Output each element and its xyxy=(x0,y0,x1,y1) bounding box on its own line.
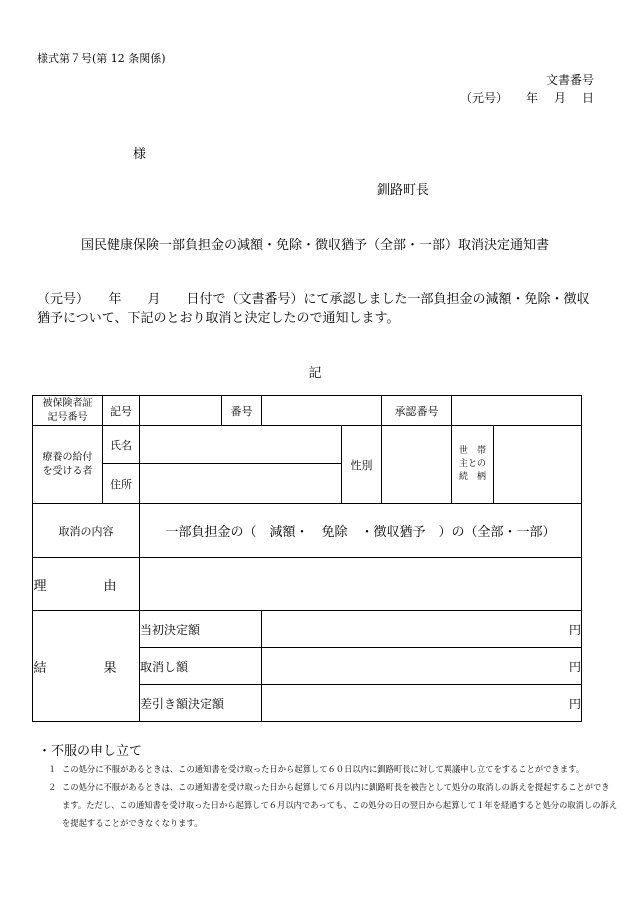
form-table xyxy=(32,395,582,722)
initial-amount-label: 当初決定額 xyxy=(140,611,262,648)
month-label: 月 xyxy=(553,91,566,105)
symbol-label: 記号 xyxy=(103,396,140,426)
approval-number-label: 承認番号 xyxy=(382,396,452,426)
recipient-label: 療養の給付 を受ける者 xyxy=(33,426,103,504)
net-amount-yen[interactable]: 円 xyxy=(262,685,582,722)
reason-field[interactable] xyxy=(140,558,582,611)
objection-item-2-line-2: ます。ただし、この通知書を受け取った日から起算して６月以内であっても、この処分の日の翌日から起算して１年を経過すると処分の取消しの訴え xyxy=(62,800,618,810)
sex-label: 性別 xyxy=(342,426,382,504)
number-field[interactable] xyxy=(262,396,382,426)
relation-field[interactable] xyxy=(494,426,582,504)
objection-item-1: １ この処分に不服があるときは、この通知書を受け取った日から起算して６０日以内に釧路町長に対して異議申し立てをすることができます。 xyxy=(48,764,585,774)
body-line-1: （元号） 年 月 日付で（文書番号）にて承認しました一部負担金の減額・免除・徴収 xyxy=(37,292,590,307)
relation-label: 世 帯 主との 続 柄 xyxy=(452,426,494,504)
document-number-label: 文書番号 xyxy=(545,73,594,87)
symbol-field[interactable] xyxy=(140,396,222,426)
form-number: 様式第７号(第 12 条関係) xyxy=(37,52,166,65)
reason-label: 理 由 xyxy=(33,558,140,611)
objection-heading: ・不服の申し立て xyxy=(38,744,143,759)
name-label: 氏名 xyxy=(103,426,140,464)
era-label: （元号） xyxy=(459,91,508,105)
cancel-amount-yen[interactable]: 円 xyxy=(262,648,582,685)
address-label: 住所 xyxy=(103,464,140,504)
objection-item-2: ２ この処分に不服があるときは、この通知書を受け取った日から起算して６月以内に釧路町長を被告として処分の取消しの訴えを提起することができ xyxy=(48,782,610,792)
year-label: 年 xyxy=(525,91,538,105)
number-label: 番号 xyxy=(222,396,262,426)
name-field[interactable] xyxy=(140,426,342,464)
initial-amount-yen[interactable]: 円 xyxy=(262,611,582,648)
addressee-suffix: 様 xyxy=(133,147,147,162)
document-title: 国民健康保険一部負担金の減額・免除・徴収猶予（全部・一部）取消決定通知書 xyxy=(80,238,549,253)
cancel-content-label: 取消の内容 xyxy=(33,504,140,558)
objection-item-2-line-3: を提起することができなくなります。 xyxy=(62,818,203,828)
result-label: 結 果 xyxy=(33,611,140,722)
cancel-content-text[interactable]: 一部負担金の（ 減額・ 免除 ・徴収猶予 ）の（全部・一部） xyxy=(140,504,582,558)
sex-field[interactable] xyxy=(382,426,452,504)
day-label: 日 xyxy=(581,91,594,105)
cancel-amount-label: 取消し額 xyxy=(140,648,262,685)
ki-heading: 記 xyxy=(308,366,322,381)
body-line-2: 猶予について、下記のとおり取消と決定したので通知します。 xyxy=(37,311,400,326)
sender: 釧路町長 xyxy=(377,183,430,198)
net-amount-label: 差引き額決定額 xyxy=(140,685,262,722)
insured-card-label: 被保険者証 記号番号 xyxy=(33,396,103,426)
approval-number-field[interactable] xyxy=(452,396,582,426)
address-field[interactable] xyxy=(140,464,342,504)
date-line xyxy=(460,89,594,106)
